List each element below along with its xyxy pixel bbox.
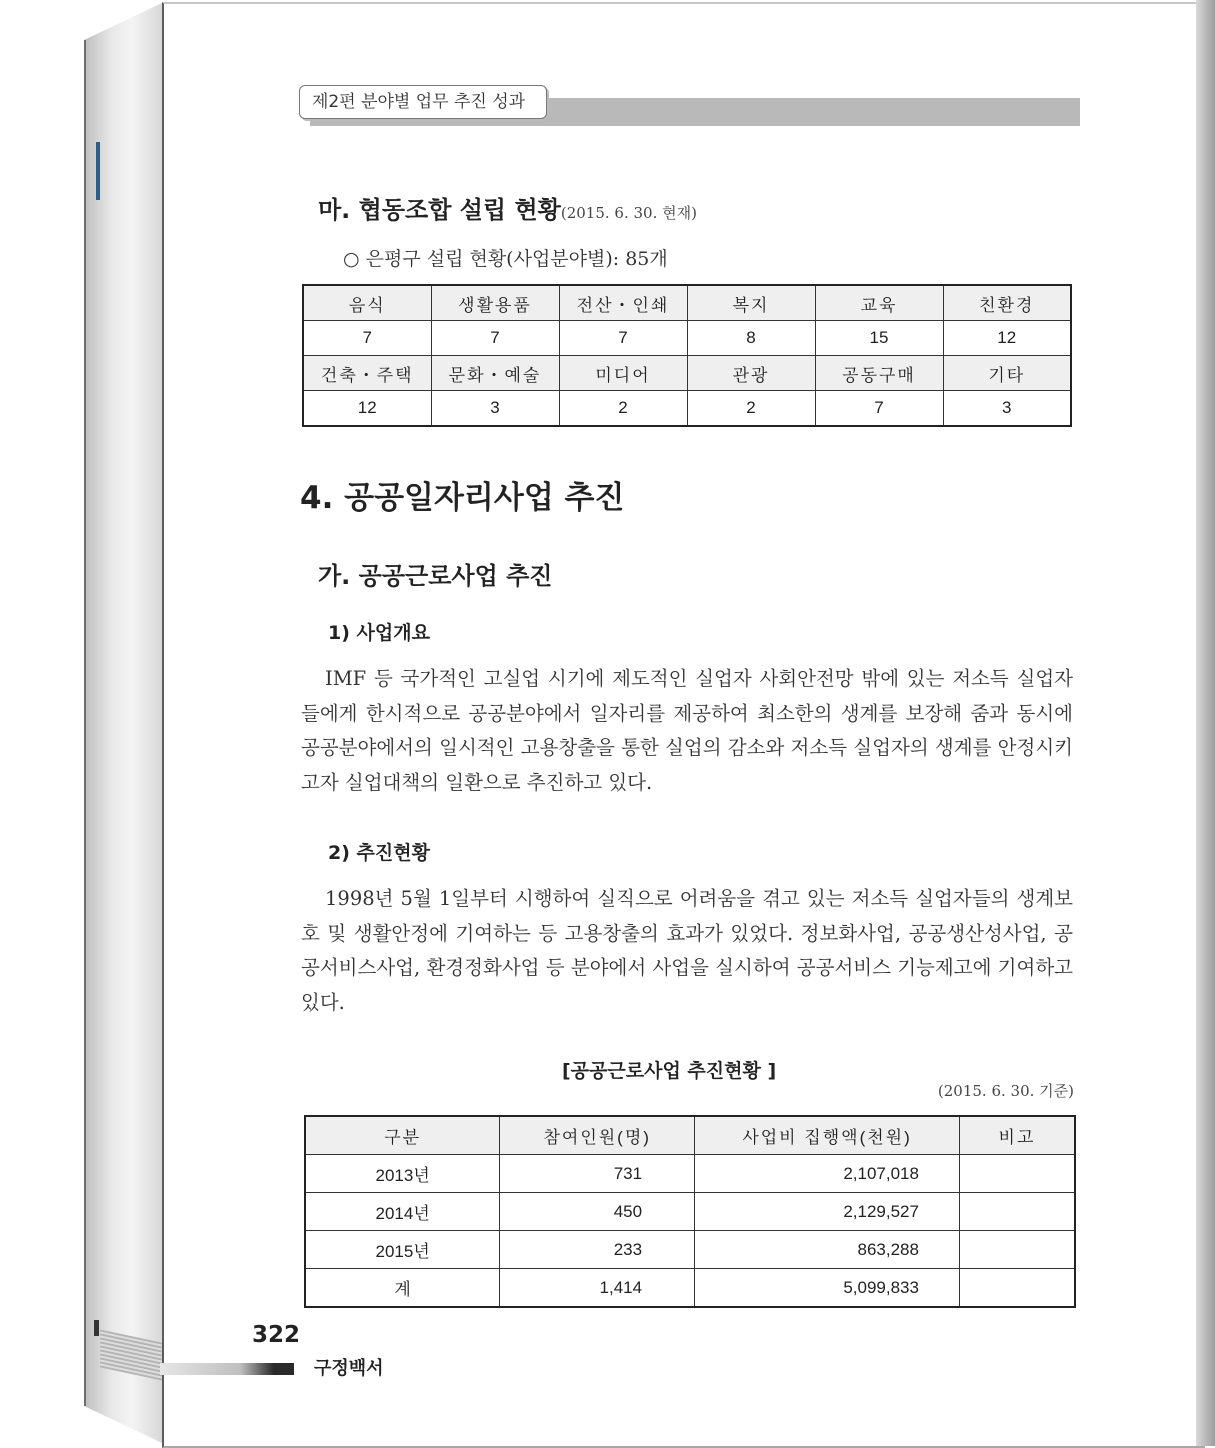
subheading-status: 2) 추진현황 [328, 842, 430, 864]
coop-table [302, 284, 1072, 427]
table-header-cell: 사업비 집행액(천원) [695, 1116, 960, 1155]
section-title-text: 마. 협동조합 설립 현황 [318, 196, 561, 224]
heading-ga: 가. 공공근로사업 추진 [318, 562, 553, 590]
work-table [304, 1115, 1076, 1308]
table-cell: 공동구매 [815, 356, 943, 391]
table-cell: 2014년 [305, 1193, 500, 1231]
work-table-title: [공공근로사업 추진현황 ] [562, 1060, 777, 1082]
table-cell: 2,129,527 [695, 1193, 960, 1231]
table-cell: 전산・인쇄 [559, 285, 687, 321]
table-cell: 7 [431, 321, 559, 356]
coop-summary: ○ 은평구 설립 현황(사업분야별): 85개 [343, 248, 668, 270]
coop-header-row [303, 285, 1071, 321]
subheading-overview: 1) 사업개요 [328, 622, 430, 644]
table-header-cell: 참여인원(명) [500, 1116, 695, 1155]
table-cell [959, 1155, 1075, 1193]
table-cell: 863,288 [695, 1231, 960, 1269]
table-cell: 3 [943, 391, 1071, 427]
coop-value-row [303, 321, 1071, 356]
chapter-tab: 제2편 분야별 업무 추진 성과 [299, 85, 547, 119]
book-edge [84, 40, 86, 1406]
book-spine [84, 2, 164, 1444]
table-row [305, 1193, 1075, 1231]
table-cell: 233 [500, 1231, 695, 1269]
table-cell: 계 [305, 1269, 500, 1308]
table-row [305, 1269, 1075, 1308]
table-cell: 미디어 [559, 356, 687, 391]
table-cell: 기타 [943, 356, 1071, 391]
table-cell: 문화・예술 [431, 356, 559, 391]
table-cell [959, 1231, 1075, 1269]
table-cell: 7 [559, 321, 687, 356]
page-number: 322 [252, 1322, 301, 1348]
table-cell: 교육 [815, 285, 943, 321]
table-cell: 생활용품 [431, 285, 559, 321]
table-cell: 2,107,018 [695, 1155, 960, 1193]
table-cell: 2 [559, 391, 687, 427]
table-row [305, 1231, 1075, 1269]
table-header-cell: 비고 [959, 1116, 1075, 1155]
table-cell: 친환경 [943, 285, 1071, 321]
table-cell: 2015년 [305, 1231, 500, 1269]
paragraph-overview: IMF 등 국가적인 고실업 시기에 제도적인 실업자 사회안전망 밖에 있는 저소득 실업자들에게 한시적으로 공공분야에서 일자리를 제공하여 최소한의 생계를 보장해 줌과 동시에 공공분야에서의 일시적인 고용창출을 통한 실업의 감소와 저소득 실업자의 생계를 안정시키고자 실업대책의 일환으로 추진하고 있다. [301, 667, 1073, 794]
book-title: 구정백서 [314, 1358, 384, 1379]
table-cell [959, 1193, 1075, 1231]
paragraph-status: 1998년 5월 1일부터 시행하여 실직으로 어려움을 겪고 있는 저소득 실업자들의 생계보호 및 생활안정에 기여하는 등 고용창출의 효과가 있었다. 정보화사업, 공공생산성사업, 공공서비스사업, 환경정화사업 등 분야에서 사업을 실시하여 공공서비스 기능제고에 기여하고 있다. [301, 887, 1073, 1014]
table-cell: 음식 [303, 285, 431, 321]
table-cell: 관광 [687, 356, 815, 391]
table-cell: 1,414 [500, 1269, 695, 1308]
table-cell: 5,099,833 [695, 1269, 960, 1308]
table-cell: 8 [687, 321, 815, 356]
spine-mark-bottom [94, 1320, 99, 1336]
heading-4: 4. 공공일자리사업 추진 [300, 480, 625, 516]
coop-value-row [303, 391, 1071, 427]
table-cell: 12 [943, 321, 1071, 356]
table-cell: 450 [500, 1193, 695, 1231]
coop-header-row [303, 356, 1071, 391]
table-cell [959, 1269, 1075, 1308]
footer-bar [160, 1363, 294, 1375]
table-cell: 15 [815, 321, 943, 356]
table-header-cell: 구분 [305, 1116, 500, 1155]
section-date: (2015. 6. 30. 현재) [560, 204, 697, 222]
table-row [305, 1155, 1075, 1193]
work-header-row [305, 1116, 1075, 1155]
table-cell: 2 [687, 391, 815, 427]
table-cell: 7 [815, 391, 943, 427]
spine-mark [96, 142, 100, 200]
table-cell: 7 [303, 321, 431, 356]
table-cell: 복지 [687, 285, 815, 321]
table-cell: 3 [431, 391, 559, 427]
page-shadow [1196, 0, 1215, 1446]
work-table-date: (2015. 6. 30. 기준) [937, 1082, 1074, 1100]
section-title-coop [318, 190, 697, 225]
table-cell: 건축・주택 [303, 356, 431, 391]
table-cell: 2013년 [305, 1155, 500, 1193]
table-cell: 12 [303, 391, 431, 427]
table-cell: 731 [500, 1155, 695, 1193]
